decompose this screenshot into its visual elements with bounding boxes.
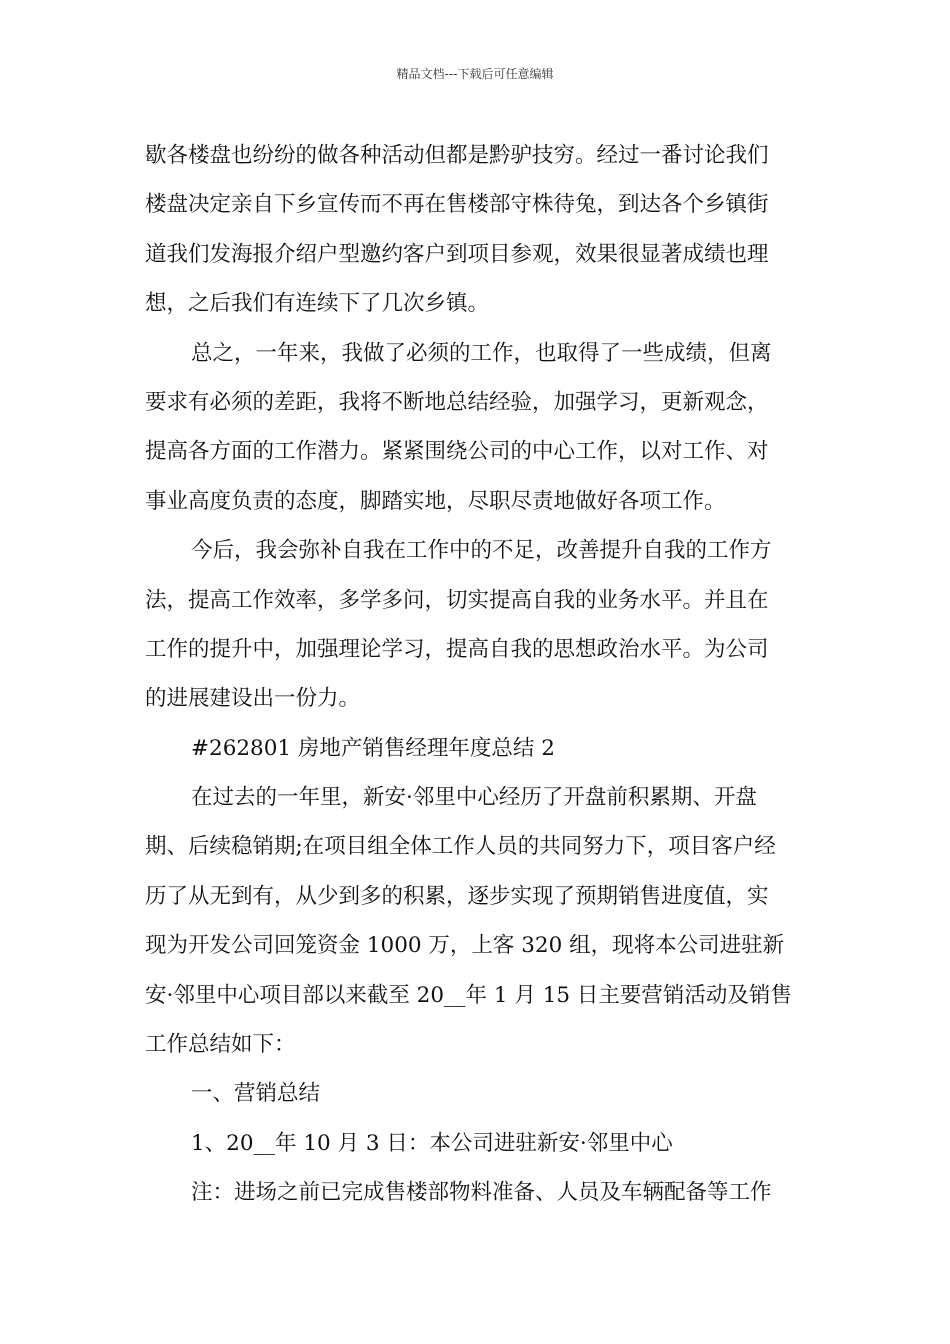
text-line: 想，之后我们有连续下了几次乡镇。	[145, 291, 490, 317]
text-line: 事业高度负责的态度，脚踏实地，尽职尽责地做好各项工作。	[145, 488, 726, 514]
text-line: 法，提高工作效率，多学多问，切实提高自我的业务水平。并且在	[145, 587, 769, 613]
text-line: 一、营销总结	[191, 1081, 321, 1107]
text-line: 总之，一年来，我做了必须的工作，也取得了一些成绩，但离	[191, 340, 772, 366]
text-line: 要求有必须的差距，我将不断地总结经验，加强学习，更新观念，	[145, 389, 769, 415]
page-header: 精品文档---下载后可任意编辑	[396, 67, 554, 81]
text-line: 期、后续稳销期;在项目组全体工作人员的共同努力下，项目客户经	[145, 834, 776, 860]
text-line: 现为开发公司回笼资金 1000 万，上客 320 组，现将本公司进驻新	[145, 933, 785, 959]
text-line: 安·邻里中心项目部以来截至 20__年 1 月 15 日主要营销活动及销售	[145, 982, 792, 1008]
text-line: 今后，我会弥补自我在工作中的不足，改善提升自我的工作方	[191, 538, 772, 564]
text-line: 提高各方面的工作潜力。紧紧围绕公司的中心工作，以对工作、对	[145, 439, 769, 465]
text-line: 在过去的一年里，新安·邻里中心经历了开盘前积累期、开盘	[191, 785, 757, 811]
text-line: 楼盘决定亲自下乡宣传而不再在售楼部守株待兔，到达各个乡镇街	[145, 192, 769, 218]
text-line: 道我们发海报介绍户型邀约客户到项目参观，效果很显著成绩也理	[145, 241, 769, 267]
text-line: 历了从无到有，从少到多的积累，逐步实现了预期销售进度值，实	[145, 883, 769, 909]
document-body	[145, 131, 810, 1218]
text-line: 的进展建设出一份力。	[145, 686, 361, 712]
text-line: 工作的提升中，加强理论学习，提高自我的思想政治水平。为公司	[145, 636, 769, 662]
text-line: #262801 房地产销售经理年度总结 2	[191, 735, 555, 761]
text-line: 1、20__年 10 月 3 日：本公司进驻新安·邻里中心	[191, 1130, 673, 1156]
text-line: 注：进场之前已完成售楼部物料准备、人员及车辆配备等工作	[191, 1180, 772, 1206]
text-line: 工作总结如下：	[145, 1032, 296, 1058]
text-line: 歇各楼盘也纷纷的做各种活动但都是黔驴技穷。经过一番讨论我们	[145, 143, 769, 168]
